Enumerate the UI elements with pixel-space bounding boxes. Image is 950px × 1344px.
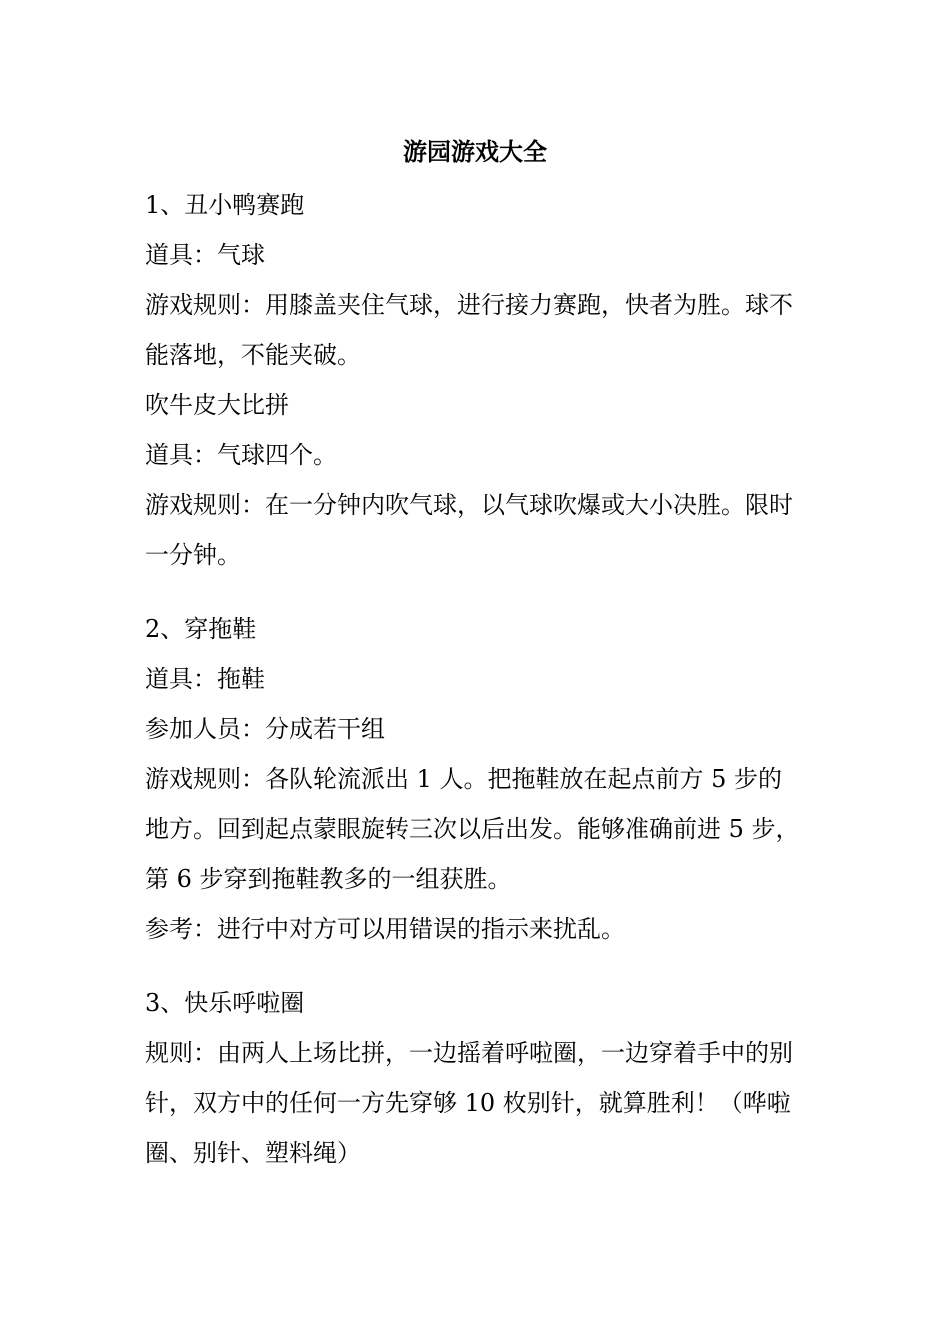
section-gap <box>145 954 815 978</box>
subheading: 吹牛皮大比拼 <box>145 391 289 419</box>
text-line: 规则：由两人上场比拼，一边摇着呼啦圈，一边穿着手中的别 <box>145 1039 793 1067</box>
document-body <box>145 180 815 1178</box>
text-line: 道具：气球 <box>145 241 265 269</box>
text-line: 能落地，不能夹破。 <box>145 341 361 369</box>
text-line: 圈、别针、塑料绳） <box>145 1139 361 1167</box>
section-2 <box>145 604 815 954</box>
section-3 <box>145 978 815 1178</box>
section-heading: 1、丑小鸭赛跑 <box>145 191 305 219</box>
section-gap <box>145 580 815 604</box>
text-line: 地方。回到起点蒙眼旋转三次以后出发。能够准确前进 5 步， <box>145 815 800 843</box>
text-line: 参加人员：分成若干组 <box>145 715 385 743</box>
text-line: 道具：拖鞋 <box>145 665 265 693</box>
text-line: 针，双方中的任何一方先穿够 10 枚别针，就算胜利！（哗啦 <box>145 1089 791 1117</box>
page-title: 游园游戏大全 <box>403 137 547 166</box>
text-line: 一分钟。 <box>145 541 241 569</box>
text-line: 游戏规则：用膝盖夹住气球，进行接力赛跑，快者为胜。球不 <box>145 291 793 319</box>
section-heading: 3、快乐呼啦圈 <box>145 989 305 1017</box>
text-line: 参考：进行中对方可以用错误的指示来扰乱。 <box>145 915 625 943</box>
text-line: 游戏规则：各队轮流派出 1 人。把拖鞋放在起点前方 5 步的 <box>145 765 783 793</box>
section-1 <box>145 180 815 580</box>
text-line: 道具：气球四个。 <box>145 441 337 469</box>
text-line: 第 6 步穿到拖鞋教多的一组获胜。 <box>145 865 512 893</box>
section-heading: 2、穿拖鞋 <box>145 615 257 643</box>
text-line: 游戏规则：在一分钟内吹气球，以气球吹爆或大小决胜。限时 <box>145 491 793 519</box>
